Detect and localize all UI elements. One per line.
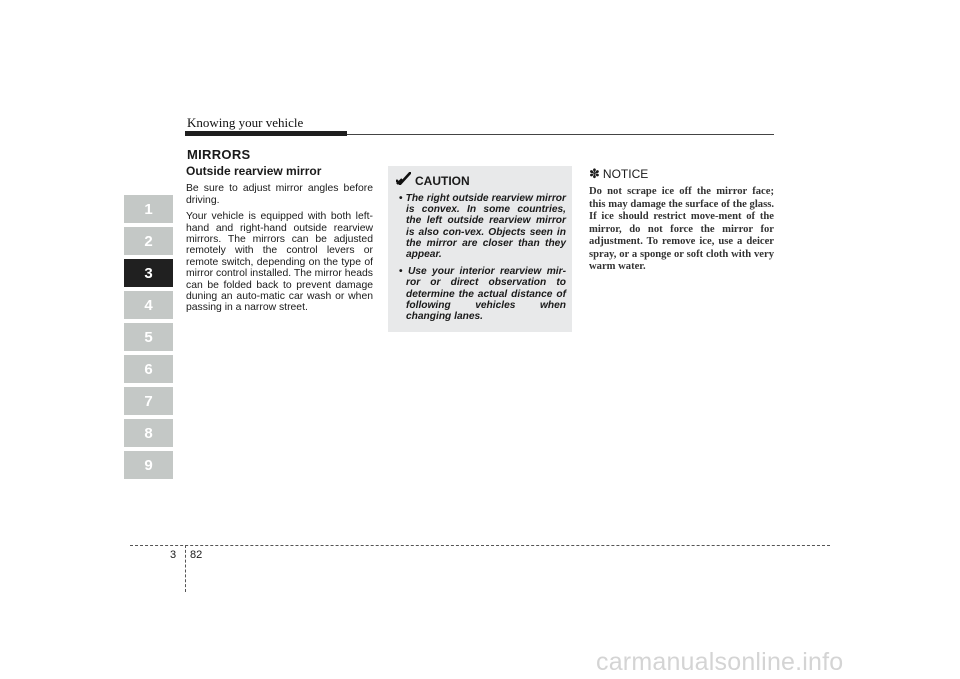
notice-section bbox=[589, 166, 774, 274]
header-bar bbox=[185, 131, 347, 136]
footer-chapter-number: 3 bbox=[170, 549, 177, 561]
watermark: carmanualsonline.info bbox=[596, 648, 844, 676]
caution-item: • The right outside rearview mirror is convex. In some countries, the left outside rearview mirror is also con-vex. Objects seen in the mirror are closer than they appear. bbox=[396, 193, 566, 260]
footer-page-number: 82 bbox=[190, 549, 203, 561]
chapter-tab-3[interactable]: 3 bbox=[124, 259, 173, 287]
chapter-tab-9[interactable]: 9 bbox=[124, 451, 173, 479]
header-title: Knowing your vehicle bbox=[187, 115, 304, 130]
notice-header bbox=[589, 166, 774, 182]
footer-rule bbox=[130, 545, 830, 546]
footer-divider bbox=[185, 545, 186, 592]
chapter-tab-1[interactable]: 1 bbox=[124, 195, 173, 223]
notice-label: NOTICE bbox=[602, 167, 649, 181]
caution-item: • Use your interior rearview mir-ror or direct observation to determine the actual distance of following vehicles when changing lanes. bbox=[396, 266, 566, 322]
outside-mirror-section bbox=[186, 166, 373, 319]
chapter-tab-2[interactable]: 2 bbox=[124, 227, 173, 255]
caution-label: CAUTION bbox=[415, 174, 470, 188]
header-rule bbox=[347, 134, 774, 135]
section-title: MIRRORS bbox=[187, 147, 251, 162]
caution-check-icon bbox=[396, 172, 411, 190]
chapter-tab-7[interactable]: 7 bbox=[124, 387, 173, 415]
chapter-tabs bbox=[124, 195, 173, 483]
caution-box bbox=[388, 166, 572, 332]
caution-list bbox=[396, 193, 566, 322]
chapter-tab-8[interactable]: 8 bbox=[124, 419, 173, 447]
notice-body: Do not scrape ice off the mirror face; this may damage the surface of the glass. If ice should restrict move-ment of the mirror, do not force the mirror for adjustment. To remove ice, use a deicer spray, or a sponge or soft cloth with very warm water. bbox=[589, 186, 774, 272]
notice-star-icon: ✽ bbox=[589, 166, 600, 181]
subsection-heading: Outside rearview mirror bbox=[186, 164, 322, 178]
paragraph: Be sure to adjust mirror angles before driving. bbox=[186, 183, 373, 206]
chapter-tab-4[interactable]: 4 bbox=[124, 291, 173, 319]
chapter-tab-6[interactable]: 6 bbox=[124, 355, 173, 383]
chapter-tab-5[interactable]: 5 bbox=[124, 323, 173, 351]
paragraph: Your vehicle is equipped with both left-hand and right-hand outside rearview mirrors. The mirrors can be adjusted remotely with the control levers or remote switch, depending on the type of mirror control installed. The mirror heads can be folded back to prevent damage duning an auto-matic car wash or when passing in a narrow street. bbox=[186, 211, 373, 314]
caution-header bbox=[396, 172, 566, 190]
